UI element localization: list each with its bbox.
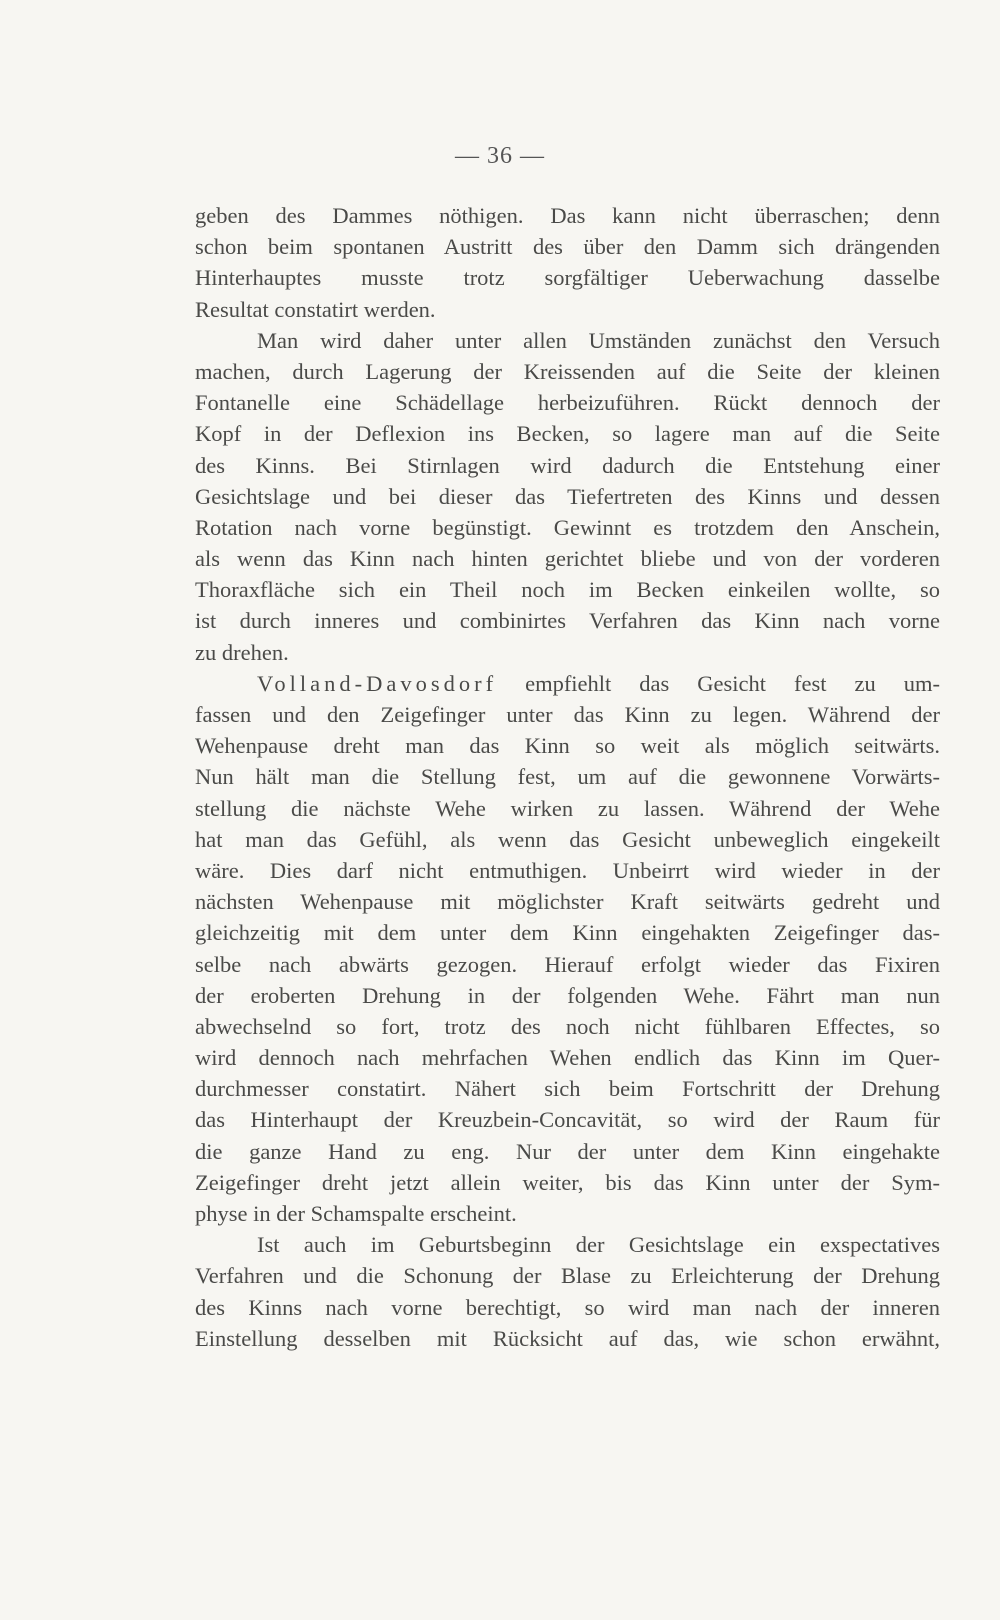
text-line: des Kinns nach vorne berechtigt, so wird man nach der inneren	[195, 1294, 940, 1320]
text-line: Zeigefinger dreht jetzt allein weiter, bis das Kinn unter der Sym-	[195, 1169, 940, 1195]
text-line: Nun hält man die Stellung fest, um auf die gewonnene Vorwärts-	[195, 764, 940, 790]
text-line: hat man das Gefühl, als wenn das Gesicht unbeweglich eingekeilt	[195, 826, 940, 852]
text-line: Wehenpause dreht man das Kinn so weit als möglich seitwärts.	[195, 733, 940, 759]
text-line: der eroberten Drehung in der folgenden Wehe. Fährt man nun	[195, 982, 940, 1008]
text-line: des Kinns. Bei Stirnlagen wird dadurch die Entstehung einer	[195, 452, 940, 478]
text-line: selbe nach abwärts gezogen. Hierauf erfolgt wieder das Fixiren	[195, 951, 940, 977]
text-line: Gesichtslage und bei dieser das Tiefertreten des Kinns und dessen	[195, 483, 940, 509]
text-line: fassen und den Zeigefinger unter das Kinn zu legen. Während der	[195, 702, 940, 727]
text-line: nächsten Wehenpause mit möglichster Kraft seitwärts gedreht und	[195, 889, 940, 915]
text-line: Thoraxfläche sich ein Theil noch im Becken einkeilen wollte, so	[195, 577, 940, 603]
text-line: Ist auch im Geburtsbeginn der Gesichtslage ein exspectatives	[257, 1232, 940, 1258]
text-line: zu drehen.	[195, 639, 289, 665]
text-line: Verfahren und die Schonung der Blase zu Erleichterung der Drehung	[195, 1263, 940, 1289]
text-line-rest: empfiehlt das Gesicht fest zu um-	[525, 670, 941, 696]
page-number: — 36 —	[455, 143, 545, 169]
text-line: gleichzeitig mit dem unter dem Kinn eingehakten Zeigefinger das-	[195, 920, 940, 946]
text-line: wird dennoch nach mehrfachen Wehen endlich das Kinn im Quer-	[195, 1045, 940, 1071]
text-line-with-author	[195, 668, 940, 699]
text-line: ist durch inneres und combinirtes Verfahren das Kinn nach vorne	[195, 608, 940, 634]
text-line: Einstellung desselben mit Rücksicht auf das, wie schon erwähnt,	[195, 1325, 940, 1351]
text-line: physe in der Schamspalte erscheint.	[195, 1201, 517, 1226]
text-line: machen, durch Lagerung der Kreissenden auf die Seite der kleinen	[195, 358, 940, 384]
text-line: geben des Dammes nöthigen. Das kann nicht überraschen; denn	[195, 203, 940, 228]
text-line: wäre. Dies darf nicht entmuthigen. Unbeirrt wird wieder in der	[195, 857, 940, 883]
text-line: abwechselnd so fort, trotz des noch nicht fühlbaren Effectes, so	[195, 1013, 940, 1039]
text-line: schon beim spontanen Austritt des über den Damm sich drängenden	[195, 234, 940, 260]
text-line: durchmesser constatirt. Nähert sich beim Fortschritt der Drehung	[195, 1076, 940, 1102]
text-line: Hinterhauptes musste trotz sorgfältiger Ueberwachung dasselbe	[195, 265, 940, 291]
text-line: Fontanelle eine Schädellage herbeizuführen. Rückt dennoch der	[195, 390, 940, 416]
text-line: als wenn das Kinn nach hinten gerichtet bliebe und von der vorderen	[195, 546, 940, 572]
text-line: stellung die nächste Wehe wirken zu lassen. Während der Wehe	[195, 795, 940, 821]
text-line: Resultat constatirt werden.	[195, 296, 436, 322]
text-line: die ganze Hand zu eng. Nur der unter dem Kinn eingehakte	[195, 1138, 940, 1164]
text-line: Rotation nach vorne begünstigt. Gewinnt es trotzdem den Anschein,	[195, 514, 940, 540]
author-name: Volland-Davosdorf	[257, 670, 498, 696]
text-line: Kopf in der Deflexion ins Becken, so lagere man auf die Seite	[195, 421, 940, 447]
text-line: das Hinterhaupt der Kreuzbein-Concavität, so wird der Raum für	[195, 1107, 940, 1133]
text-line: Man wird daher unter allen Umständen zunächst den Versuch	[257, 327, 940, 353]
body-text	[195, 200, 940, 1354]
